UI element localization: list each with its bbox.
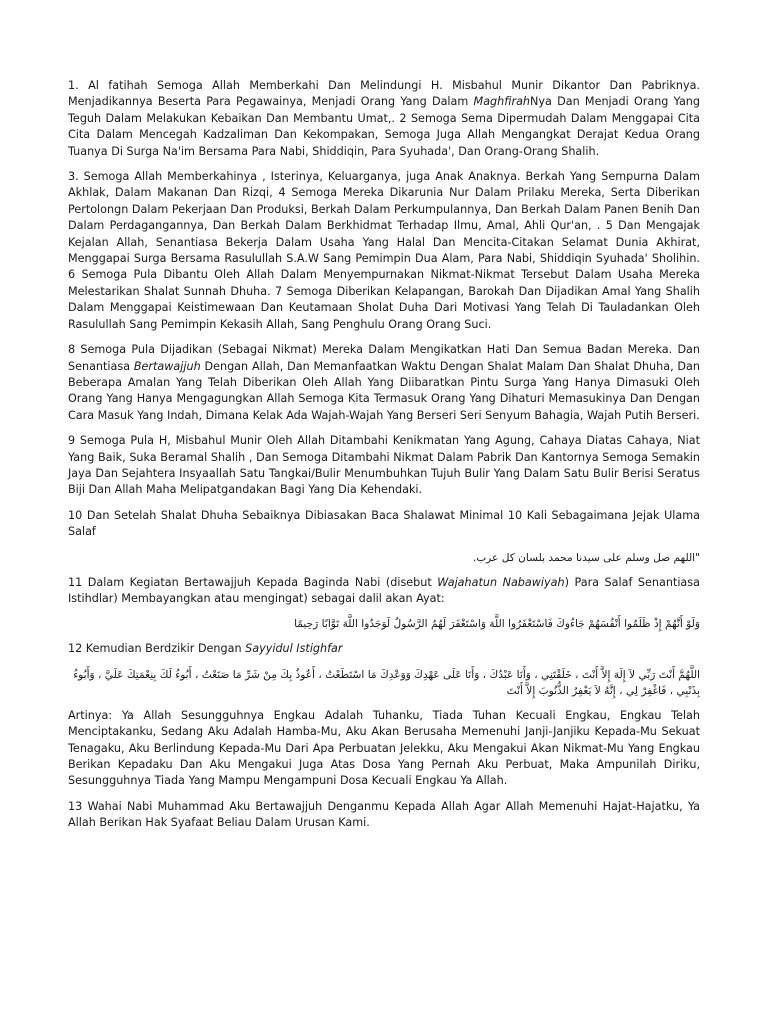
paragraph-8-text-a: 8 Semoga Pula Dijadikan (Sebagai Nikmat) Mereka Dalam Mengikatkan Hati Dan Semua Badan Mereka. Dan Senantiasa	[68, 343, 700, 373]
paragraph-12-emphasis: Sayyidul Istighfar	[245, 642, 343, 656]
paragraph-11-emphasis: Wajahatun Nabawiyah	[437, 575, 565, 589]
paragraph-8-text-b: Dengan Allah, Dan Memanfaatkan Waktu Dengan Shalat Malam Dan Shalat Dhuha, Dan Beberapa Amalan Yang Telah Diberikan Oleh Allah Yang Diibaratkan Pintu Surga Yang Hanya Dimasuki Oleh Orang Yang Hanya Mengagungkan Allah Semoga Kita Termasuk Orang Yang Dihaturi Memasukinya Dan Dengan Cara Masuk Yang Indah, Dimana Kelak Ada Wajah-Wajah Yang Berseri Seri Senyum Bahagia, Wajah Putih Berseri.	[68, 359, 700, 422]
paragraph-9: 9 Semoga Pula H, Misbahul Munir Oleh Allah Ditambahi Kenikmatan Yang Agung, Cahaya Diatas Cahaya, Niat Yang Baik, Suka Beramal Shalih , Dan Semoga Ditambahi Nikmat Dalam Pabrik Dan Kantornya Semoga Semakin Jaya Dan Sejahtera Insyaallah Satu Tangkai/Bulir Menumbuhkan Tujuh Bulir Yang Dalam Satu Bulir Berisi Seratus Biji Dan Allah Maha Melipatgandakan Bagi Yang Dia Kehendaki.	[68, 434, 700, 497]
paragraph-1-emphasis: Maghfirah	[473, 95, 531, 109]
paragraph-3: 3. Semoga Allah Memberkahinya , Isterinya, Keluarganya, juga Anak Anaknya. Berkah Yang Sempurna Dalam Akhlak, Dalam Makanan Dan Rizqi, 4 Semoga Mereka Dikarunia Nur Dalam Prilaku Mereka, Serta Diberikan Pertolongn Dalam Pekerjaan Dan Produksi, Berkah Dalam Perkumpulannya, Dan Berkah Dalam Panen Benih Dan Dalam Perdagangannya, Dan Berkah Dalam Berkhidmat Terhadap Ilmu, Amal, Ahli Qur'an, . 5 Dan Mengajak Kejalan Allah, Senantiasa Bekerja Dalam Usaha Yang Halal Dan Mencita-Citakan Selamat Dunia Akhirat, Menggapai Surga Bersama Rasulullah S.A.W Sang Pemimpin Dua Alam, Para Nabi, Shiddiqin Syuhada' Sholihin. 6 Semoga Pula Dibantu Oleh Allah Dalam Menyempurnakan Nikmat-Nikmat Tersebut Dalam Usaha Mereka Melestarikan Shalat Sunnah Dhuha. 7 Semoga Diberikan Kelapangan, Barokah Dan Dijadikan Amal Yang Shalih Dalam Menggapai Keistimewaan Dan Keutamaan Sholat Duha Dari Motivasi Yang Telah Di Tauladankan Oleh Rasulullah Sang Pemimpin Kekasih Allah, Sang Penghulu Orang Orang Suci.	[68, 170, 700, 331]
ayat-arabic: وَلَوْ أَنَّهُمْ إِذْ ظَلَمُوا أَنْفُسَهُمْ جَاءُوكَ فَاسْتَغْفَرُوا اللَّهَ وَاسْتَغْفَرَ لَهُمُ الرَّسُولُ لَوَجَدُوا اللَّهَ تَوَّابًا رَحِيمًا	[294, 618, 700, 631]
paragraph-11	[68, 575, 700, 608]
document-page	[68, 78, 700, 841]
istighfar-arabic: اللَّهُمَّ أَنْتَ رَبِّي لاَ إِلَهَ إِلاَّ أَنْتَ ، خَلَقْتَنِي ، وَأَنَا عَبْدُكَ ، وَأَنَا عَلَى عَهْدِكَ وَوَعْدِكَ مَا اسْتَطَعْتُ ، أَعُوذُ بِكَ مِنْ شَرِّ مَا صَنَعْتُ ، أَبُوءُ لَكَ بِنِعْمَتِكَ عَلَيَّ ، وَأَبُوءُ بِذَنْبِي ، فَاغْفِرْ لِي ، إِنَّهُ لاَ يَغْفِرُ الذُّنُوبَ إِلاَّ أَنْتَ	[73, 668, 700, 697]
paragraph-1-text-b: Nya Dan Menjadi Orang Yang Teguh Dalam Melakukan Kebaikan Dan Membantu Umat,. 2 Semoga Sema Dipermudah Dalam Menggapai Cita Cita Dalam Mencegah Kadzaliman Dan Kekompakan, Semoga Juga Allah Mengangkat Derajat Kedua Orang Tuanya Di Surga Na'im Bersama Para Nabi, Shiddiqin, Para Syuhada', Dan Orang-Orang Shalih.	[68, 95, 700, 158]
paragraph-12-text-a: 12 Kemudian Berdzikir Dengan	[68, 642, 246, 656]
paragraph-10: 10 Dan Setelah Shalat Dhuha Sebaiknya Dibiasakan Baca Shalawat Minimal 10 Kali Sebagaimana Jejak Ulama Salaf	[68, 508, 700, 539]
paragraph-1	[68, 78, 700, 160]
paragraph-8-emphasis: Bertawajjuh	[133, 359, 201, 373]
paragraph-8	[68, 342, 700, 424]
artinya-paragraph: Artinya: Ya Allah Sesungguhnya Engkau Adalah Tuhanku, Tiada Tuhan Kecuali Engkau, Engkau Telah Menciptakanku, Sedang Aku Adalah Hamba-Mu, Aku Akan Berusaha Memenuhi Janji-Janjiku Kepada-Mu Sekuat Tenagaku, Aku Berlindung Kepada-Mu Dari Apa Perbuatan Jelekku, Aku Mengakui Akan Nikmat-Mu Yang Engkau Berikan Kepadaku Dan Aku Mengakui Juga Atas Dosa Yang Pernah Aku Perbuat, Maka Ampunilah Diriku, Sesungguhnya Tiada Yang Mampu Mengampuni Dosa Kecuali Engkau Ya Allah.	[68, 708, 700, 788]
paragraph-11-text-b: ) Para Salaf Senantiasa Istihdlar) Membayangkan atau mengingat) sebagai dalil akan Ayat:	[68, 575, 700, 605]
paragraph-1-text-a: 1. Al fatihah Semoga Allah Memberkahi Dan Melindungi H. Misbahul Munir Dikantor Dan Pabriknya. Menjadikannya Beserta Para Pegawainya, Menjadi Orang Yang Dalam	[68, 79, 700, 109]
paragraph-13: 13 Wahai Nabi Muhammad Aku Bertawajjuh Denganmu Kepada Allah Agar Allah Memenuhi Hajat-Hajatku, Ya Allah Berikan Hak Syafaat Beliau Dalam Urusan Kami.	[68, 799, 700, 830]
shalawat-arabic: "اللهم صل وسلم على سيدنا محمد بلسان كل عرب.	[472, 551, 700, 564]
paragraph-11-text-a: 11 Dalam Kegiatan Bertawajjuh Kepada Baginda Nabi (disebut	[68, 575, 438, 589]
paragraph-12	[68, 641, 700, 657]
